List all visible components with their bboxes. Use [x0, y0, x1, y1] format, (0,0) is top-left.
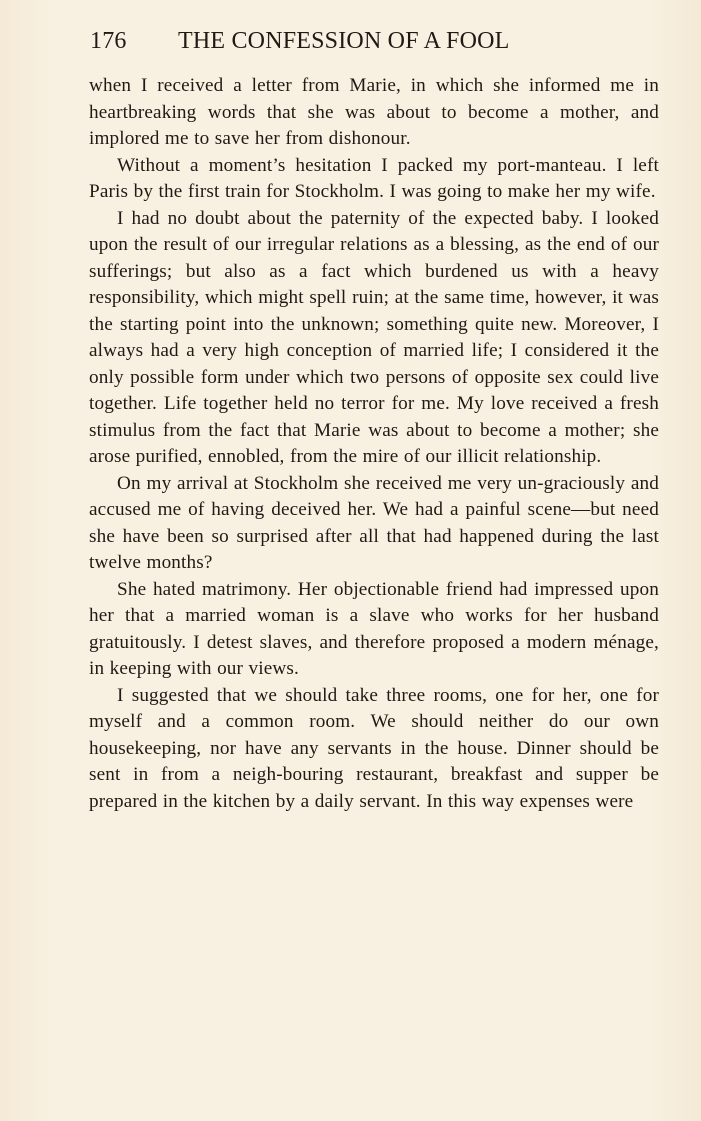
- paragraph: when I received a letter from Marie, in which she informed me in heartbreaking words that she was about to become a mother, and implored me to save her from dishonour.: [89, 75, 659, 149]
- body-text: [89, 73, 659, 815]
- paragraph: She hated matrimony. Her objectionable friend had impressed upon her that a married woman is a slave who works for her husband gratuitously. I detest slaves, and therefore proposed a modern ménage, in keeping with our views.: [89, 578, 659, 679]
- running-head: [90, 24, 610, 58]
- paragraph: I suggested that we should take three rooms, one for her, one for myself and a common room. We should neither do our own housekeeping, nor have any servants in the house. Dinner should be sent in from a neigh-bouring restaurant, breakfast and supper be prepared in the kitchen by a daily servant. In this way expenses were: [89, 684, 659, 812]
- paragraph: I had no doubt about the paternity of the expected baby. I looked upon the result of our irregular relations as a blessing, as the end of our sufferings; but also as a fact which burdened us with a heavy responsibility, which might spell ruin; at the same time, however, it was the starting point into the unknown; something quite new. Moreover, I always had a very high conception of married life; I considered it the only possible form under which two persons of opposite sex could live together. Life together held no terror for me. My love received a fresh stimulus from the fact that Marie was about to become a mother; she arose purified, ennobled, from the mire of our illicit relationship.: [89, 207, 659, 467]
- paragraph: On my arrival at Stockholm she received me very un-graciously and accused me of having deceived her. We had a painful scene—but need she have been so surprised after all that had happened during the last twelve months?: [89, 472, 659, 573]
- page-number: 176: [90, 28, 127, 54]
- paragraph: Without a moment’s hesitation I packed my port-manteau. I left Paris by the first train for Stockholm. I was going to make her my wife.: [89, 154, 659, 202]
- running-title: THE CONFESSION OF A FOOL: [178, 28, 510, 54]
